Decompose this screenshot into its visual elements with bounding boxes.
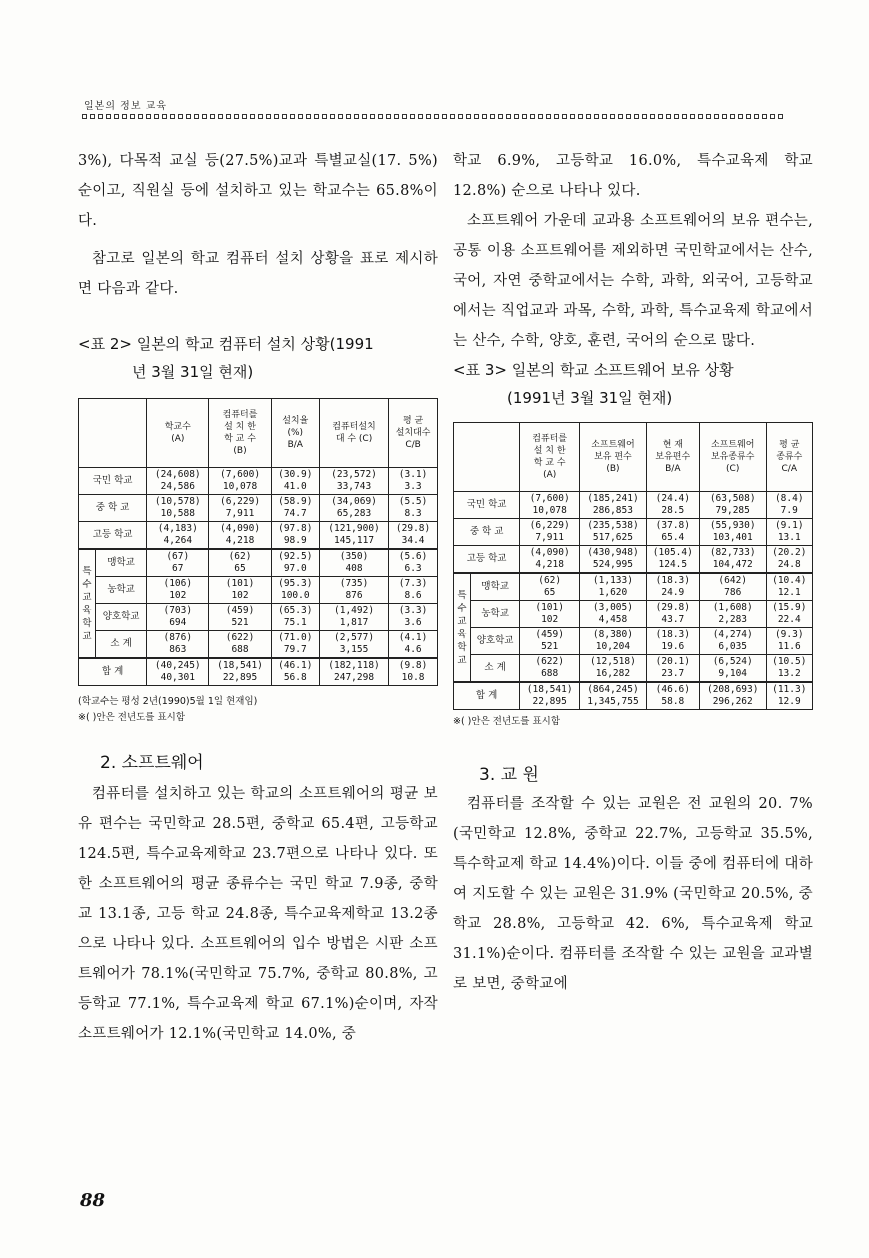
table3 bbox=[453, 422, 813, 710]
table-cell: (24.4) 28.5 bbox=[646, 492, 699, 519]
table2-title-line2: 년 3월 31일 현재) bbox=[132, 363, 254, 381]
table-cell: (5.6) 6.3 bbox=[389, 549, 438, 577]
table-cell: (20.1) 23.7 bbox=[646, 655, 699, 683]
table2-title bbox=[78, 330, 438, 386]
row-label: 소 계 bbox=[96, 631, 147, 659]
column-header: 평 균 설치대수 C/B bbox=[389, 399, 438, 468]
section2-heading: 2. 소프트웨어 bbox=[100, 753, 204, 773]
table2 bbox=[78, 398, 438, 686]
table-cell: (67) 67 bbox=[147, 549, 209, 577]
table-row bbox=[454, 519, 813, 546]
table-row bbox=[454, 682, 813, 710]
table-cell: (18.3) 24.9 bbox=[646, 573, 699, 601]
table-cell: (7.3) 8.6 bbox=[389, 577, 438, 604]
table-cell: (24,608) 24,586 bbox=[147, 468, 209, 495]
column-header: 설치율 (%) B/A bbox=[271, 399, 319, 468]
table-cell: (459) 521 bbox=[209, 604, 271, 631]
table-cell: (10.4) 12.1 bbox=[766, 573, 812, 601]
table-cell: (430,948) 524,995 bbox=[580, 546, 647, 574]
table-cell: (459) 521 bbox=[520, 628, 580, 655]
column-header: 소프트웨어 보유종류수 (C) bbox=[699, 423, 766, 492]
row-label: 양호학교 bbox=[96, 604, 147, 631]
page-number: 88 bbox=[80, 1190, 106, 1211]
table-cell: (642) 786 bbox=[699, 573, 766, 601]
table-cell: (350) 408 bbox=[319, 549, 388, 577]
row-label: 양호학교 bbox=[471, 628, 520, 655]
table-row bbox=[454, 601, 813, 628]
row-label: 중 학 교 bbox=[79, 495, 147, 522]
table-cell: (11.3) 12.9 bbox=[766, 682, 812, 710]
table-cell: (37.8) 65.4 bbox=[646, 519, 699, 546]
table-cell: (7,600) 10,078 bbox=[520, 492, 580, 519]
table-cell: (8.4) 7.9 bbox=[766, 492, 812, 519]
table-cell: (29.8) 43.7 bbox=[646, 601, 699, 628]
table-cell: (95.3) 100.0 bbox=[271, 577, 319, 604]
right-column bbox=[453, 146, 813, 999]
table-cell: (62) 65 bbox=[520, 573, 580, 601]
table-cell: (703) 694 bbox=[147, 604, 209, 631]
table-cell: (40,245) 40,301 bbox=[147, 658, 209, 686]
table-cell: (182,118) 247,298 bbox=[319, 658, 388, 686]
table-cell: (4.1) 4.6 bbox=[389, 631, 438, 659]
row-label: 맹학교 bbox=[471, 573, 520, 601]
table-cell: (65.3) 75.1 bbox=[271, 604, 319, 631]
table-row bbox=[79, 577, 438, 604]
table-cell: (92.5) 97.0 bbox=[271, 549, 319, 577]
table-cell: (9.8) 10.8 bbox=[389, 658, 438, 686]
table-cell: (62) 65 bbox=[209, 549, 271, 577]
table2-title-line1: <표 2> 일본의 학교 컴퓨터 설치 상황(1991 bbox=[78, 335, 374, 353]
table-cell: (29.8) 34.4 bbox=[389, 522, 438, 550]
table-cell: (10,578) 10,588 bbox=[147, 495, 209, 522]
right-paragraph-1: 학교 6.9%, 고등학교 16.0%, 특수교육제 학교 12.8%) 순으로 나타나 있다. bbox=[453, 153, 813, 199]
table-cell: (63,508) 79,285 bbox=[699, 492, 766, 519]
column-header: 컴퓨터를 설 치 한 학 교 수 (A) bbox=[520, 423, 580, 492]
special-school-group-label: 특 수 교 육 학 교 bbox=[454, 573, 471, 682]
table-cell: (20.2) 24.8 bbox=[766, 546, 812, 574]
table-cell: (34,069) 65,283 bbox=[319, 495, 388, 522]
table-cell: (622) 688 bbox=[209, 631, 271, 659]
table-cell: (6,524) 9,104 bbox=[699, 655, 766, 683]
column-header: 소프트웨어 보유 편수 (B) bbox=[580, 423, 647, 492]
row-label: 국민 학교 bbox=[454, 492, 520, 519]
table-cell: (735) 876 bbox=[319, 577, 388, 604]
table-cell: (10.5) 13.2 bbox=[766, 655, 812, 683]
table3-title-line1: <표 3> 일본의 학교 소프트웨어 보유 상황 bbox=[453, 361, 734, 379]
table-cell: (101) 102 bbox=[209, 577, 271, 604]
table-cell: (876) 863 bbox=[147, 631, 209, 659]
table-cell: (4,183) 4,264 bbox=[147, 522, 209, 550]
row-label: 합 계 bbox=[79, 658, 147, 686]
table-cell: (185,241) 286,853 bbox=[580, 492, 647, 519]
table-cell: (208,693) 296,262 bbox=[699, 682, 766, 710]
table-cell: (3.3) 3.6 bbox=[389, 604, 438, 631]
column-header: 컴퓨터를 설 치 한 학 교 수 (B) bbox=[209, 399, 271, 468]
table-row bbox=[79, 549, 438, 577]
table-cell: (6,229) 7,911 bbox=[520, 519, 580, 546]
table-cell: (12,518) 16,282 bbox=[580, 655, 647, 683]
table-cell: (8,380) 10,204 bbox=[580, 628, 647, 655]
table-row bbox=[79, 495, 438, 522]
section3-heading: 3. 교 원 bbox=[479, 765, 539, 785]
table-cell: (864,245) 1,345,755 bbox=[580, 682, 647, 710]
table-cell: (4,090) 4,218 bbox=[209, 522, 271, 550]
column-header: 현 재 보유편수 B/A bbox=[646, 423, 699, 492]
table-row bbox=[79, 604, 438, 631]
row-label: 중 학 교 bbox=[454, 519, 520, 546]
table-row bbox=[79, 522, 438, 550]
row-label: 고등 학교 bbox=[79, 522, 147, 550]
table-cell: (9.1) 13.1 bbox=[766, 519, 812, 546]
header-row bbox=[454, 423, 813, 492]
table-row bbox=[454, 655, 813, 683]
table2-note-1: (학교수는 평성 2년(1990)5월 1일 현재임) bbox=[78, 696, 258, 707]
row-label: 농학교 bbox=[471, 601, 520, 628]
table-cell: (2,577) 3,155 bbox=[319, 631, 388, 659]
table-cell: (46.6) 58.8 bbox=[646, 682, 699, 710]
left-paragraph-3: 컴퓨터를 설치하고 있는 학교의 소프트웨어의 평균 보유 편수는 국민학교 28.5편, 중학교 65.4편, 고등학교 124.5편, 특수교육제학교 23.7편으로 나타나 있다. 또한 소프트웨어의 평균 종류수는 국민 학교 7.9종, 중학교 13.1종, 고등 학교 24.8종, 특수교육제학교 13.2종으로 나타나 있다. 소프트웨어의 입수 방법은 시판 소프트웨어가 78.1%(국민학교 75.7%, 중학교 80.8%, 고등학교 77.1%, 특수교육제 학교 67.1%)순이며, 자작 소프트웨어가 12.1%(국민학교 14.0%, 중 bbox=[78, 786, 438, 1042]
table-row bbox=[454, 546, 813, 574]
column-header bbox=[79, 399, 147, 468]
table-cell: (5.5) 8.3 bbox=[389, 495, 438, 522]
left-paragraph-2: 참고로 일본의 학교 컴퓨터 설치 상황을 표로 제시하면 다음과 같다. bbox=[78, 251, 438, 297]
table-cell: (6,229) 7,911 bbox=[209, 495, 271, 522]
right-paragraph-2: 소프트웨어 가운데 교과용 소프트웨어의 보유 편수는, 공통 이용 소프트웨어를 제외하면 국민학교에서는 산수, 국어, 자연 중학교에서는 수학, 과학, 외국어, 고등학교에서는 직업교과 과목, 수학, 과학, 특수교육제 학교에서는 산수, 수학, 양호, 훈련, 국어의 순으로 많다. bbox=[453, 213, 813, 349]
table-cell: (121,900) 145,117 bbox=[319, 522, 388, 550]
table-cell: (1,492) 1,817 bbox=[319, 604, 388, 631]
table-cell: (4,090) 4,218 bbox=[520, 546, 580, 574]
column-header: 평 균 종류수 C/A bbox=[766, 423, 812, 492]
table-cell: (235,538) 517,625 bbox=[580, 519, 647, 546]
table-cell: (23,572) 33,743 bbox=[319, 468, 388, 495]
row-label: 맹학교 bbox=[96, 549, 147, 577]
table3-title-line2: (1991년 3월 31일 현재) bbox=[507, 389, 673, 407]
table-cell: (71.0) 79.7 bbox=[271, 631, 319, 659]
table-cell: (30.9) 41.0 bbox=[271, 468, 319, 495]
table-cell: (55,930) 103,401 bbox=[699, 519, 766, 546]
column-header: 컴퓨터설치 대 수 (C) bbox=[319, 399, 388, 468]
table-cell: (58.9) 74.7 bbox=[271, 495, 319, 522]
left-column bbox=[78, 146, 438, 1049]
table-cell: (18,541) 22,895 bbox=[520, 682, 580, 710]
table-cell: (4,274) 6,035 bbox=[699, 628, 766, 655]
table-cell: (105.4) 124.5 bbox=[646, 546, 699, 574]
table-row bbox=[454, 628, 813, 655]
table-cell: (46.1) 56.8 bbox=[271, 658, 319, 686]
column-header: 학교수 (A) bbox=[147, 399, 209, 468]
column-header bbox=[454, 423, 520, 492]
table-row bbox=[79, 631, 438, 659]
table-cell: (3.1) 3.3 bbox=[389, 468, 438, 495]
table3-title bbox=[453, 356, 813, 412]
table3-note: ※( )안은 전년도를 표시함 bbox=[453, 716, 561, 727]
table-cell: (622) 688 bbox=[520, 655, 580, 683]
running-head: 일본의 정보 교육 bbox=[84, 101, 167, 112]
table-cell: (1,133) 1,620 bbox=[580, 573, 647, 601]
table-row bbox=[454, 573, 813, 601]
table-cell: (18,541) 22,895 bbox=[209, 658, 271, 686]
table-cell: (97.8) 98.9 bbox=[271, 522, 319, 550]
special-school-group-label: 특 수 교 육 학 교 bbox=[79, 549, 96, 658]
table-cell: (7,600) 10,078 bbox=[209, 468, 271, 495]
left-paragraph-1: 3%), 다목적 교실 등(27.5%)교과 특별교실(17. 5%)순이고, 직원실 등에 설치하고 있는 학교수는 65.8%이다. bbox=[78, 153, 438, 229]
right-paragraph-3: 컴퓨터를 조작할 수 있는 교원은 전 교원의 20. 7%(국민학교 12.8%, 중학교 22.7%, 고등학교 35.5%, 특수학교제 학교 14.4%)이다. 이들 중에 컴퓨터에 대하여 지도할 수 있는 교원은 31.9% (국민학교 20.5%, 중학교 28.8%, 고등학교 42. 6%, 특수교육제 학교 31.1%)순이다. 컴퓨터를 조작할 수 있는 교원을 교과별로 보면, 중학교에 bbox=[453, 796, 813, 992]
table-row bbox=[79, 658, 438, 686]
row-label: 농학교 bbox=[96, 577, 147, 604]
table-row bbox=[454, 492, 813, 519]
header-dotted-rule bbox=[82, 114, 788, 121]
table-cell: (9.3) 11.6 bbox=[766, 628, 812, 655]
header-row bbox=[79, 399, 438, 468]
table2-note-2: ※( )안은 전년도를 표시함 bbox=[78, 712, 186, 723]
table-cell: (1,608) 2,283 bbox=[699, 601, 766, 628]
table-cell: (15.9) 22.4 bbox=[766, 601, 812, 628]
table-row bbox=[79, 468, 438, 495]
row-label: 국민 학교 bbox=[79, 468, 147, 495]
row-label: 소 계 bbox=[471, 655, 520, 683]
table-cell: (106) 102 bbox=[147, 577, 209, 604]
row-label: 합 계 bbox=[454, 682, 520, 710]
table-cell: (82,733) 104,472 bbox=[699, 546, 766, 574]
row-label: 고등 학교 bbox=[454, 546, 520, 574]
table-cell: (101) 102 bbox=[520, 601, 580, 628]
table-cell: (3,005) 4,458 bbox=[580, 601, 647, 628]
table-cell: (18.3) 19.6 bbox=[646, 628, 699, 655]
